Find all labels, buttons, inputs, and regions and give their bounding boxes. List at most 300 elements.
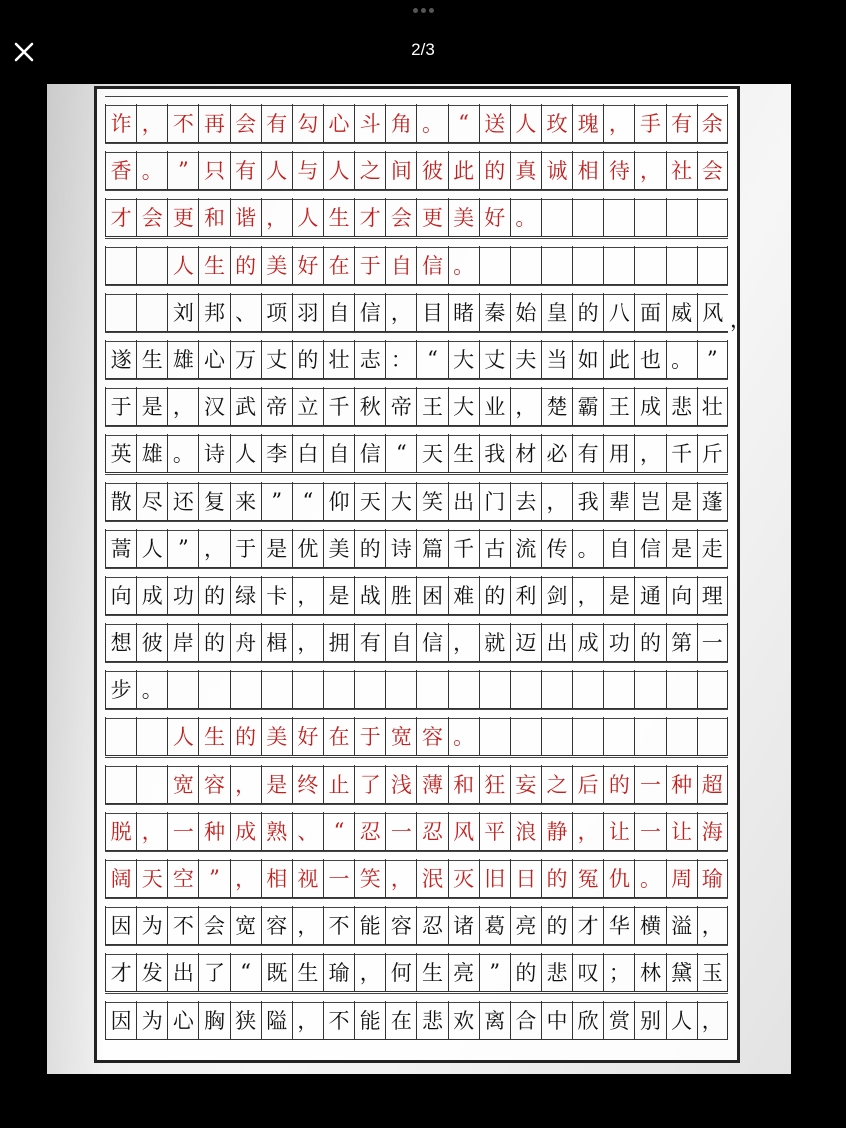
grid-cell: 勾 xyxy=(292,104,323,142)
grid-cell: 楚 xyxy=(541,387,572,425)
grid-cell xyxy=(261,670,292,708)
grid-cell: 项 xyxy=(261,293,292,331)
grid-cell: 容 xyxy=(416,717,447,755)
grid-cell: 在 xyxy=(323,717,354,755)
grid-cell: 平 xyxy=(479,812,510,850)
grid-cell: 王 xyxy=(603,387,634,425)
grid-cell: 生 xyxy=(448,434,479,472)
grid-cell: 、 xyxy=(292,812,323,850)
grid-cell: 何 xyxy=(385,953,416,991)
grid-cell: 因 xyxy=(105,1001,136,1039)
grid-cell: 人 xyxy=(261,151,292,189)
grid-cell: 生 xyxy=(292,953,323,991)
grid-cell: 之 xyxy=(354,151,385,189)
grid-cell: 在 xyxy=(323,246,354,284)
grid-cells xyxy=(105,765,728,804)
grid-cell xyxy=(634,670,665,708)
grid-cell: “ xyxy=(230,953,261,991)
grid-cell: 向 xyxy=(666,576,697,614)
essay-photo[interactable] xyxy=(47,84,791,1074)
grid-cell: 想 xyxy=(105,623,136,661)
grid-cell xyxy=(136,765,167,803)
grid-cell: 成 xyxy=(634,387,665,425)
grid-cell: 狂 xyxy=(479,765,510,803)
essay-line xyxy=(105,143,728,190)
grid-cell: 一 xyxy=(167,812,198,850)
grid-cell: 天 xyxy=(136,859,167,897)
essay-line xyxy=(105,851,728,898)
grid-cell: ” xyxy=(697,340,728,378)
grid-cell: ， xyxy=(603,104,634,142)
grid-cell: 一 xyxy=(697,623,728,661)
grid-cell xyxy=(479,717,510,755)
composition-paper xyxy=(94,86,751,1063)
grid-cell: 的 xyxy=(572,293,603,331)
grid-cell: 仰 xyxy=(323,482,354,520)
grid-cell: 离 xyxy=(479,1001,510,1039)
grid-cell: 的 xyxy=(354,529,385,567)
grid-cell: ： xyxy=(385,340,416,378)
grid-cell: 美 xyxy=(448,198,479,236)
grid-cell: 和 xyxy=(448,765,479,803)
essay-line xyxy=(105,568,728,615)
grid-cell: 于 xyxy=(354,246,385,284)
grid-cell: 散 xyxy=(105,482,136,520)
grid-cell: 人 xyxy=(136,529,167,567)
grid-cell: 的 xyxy=(198,576,229,614)
grid-cell: 流 xyxy=(510,529,541,567)
grid-cell: 如 xyxy=(572,340,603,378)
grid-cell: 业 xyxy=(479,387,510,425)
grid-cell: 于 xyxy=(105,387,136,425)
grid-cell: 溢 xyxy=(666,906,697,944)
grid-cell: 的 xyxy=(510,953,541,991)
grid-cell: 社 xyxy=(666,151,697,189)
essay-line xyxy=(105,804,728,851)
grid-cell: 出 xyxy=(448,482,479,520)
grid-cell: 八 xyxy=(603,293,634,331)
grid-cell: ， xyxy=(385,859,416,897)
grid-cell: 是 xyxy=(666,529,697,567)
grid-cell: 才 xyxy=(572,906,603,944)
grid-cell: 宽 xyxy=(230,906,261,944)
grid-cell: 诗 xyxy=(198,434,229,472)
grid-cells xyxy=(105,859,728,898)
grid-cell xyxy=(230,670,261,708)
grid-cell: ， xyxy=(292,576,323,614)
grid-cell: 了 xyxy=(354,765,385,803)
grid-cell: 更 xyxy=(416,198,447,236)
grid-cell: 心 xyxy=(323,104,354,142)
grid-cell: 横 xyxy=(634,906,665,944)
grid-cell xyxy=(479,670,510,708)
grid-cell: 狭 xyxy=(230,1001,261,1039)
grid-cell xyxy=(416,670,447,708)
grid-cell: 岂 xyxy=(634,482,665,520)
grid-cell: 千 xyxy=(323,387,354,425)
grid-cell xyxy=(697,670,728,708)
grid-cell: 谐 xyxy=(230,198,261,236)
image-counter: 2/3 xyxy=(411,40,435,59)
grid-cell: 出 xyxy=(541,623,572,661)
grid-cell: 相 xyxy=(261,859,292,897)
grid-cell: 天 xyxy=(416,434,447,472)
grid-cell xyxy=(572,246,603,284)
grid-cell: 于 xyxy=(354,717,385,755)
grid-cell: 人 xyxy=(510,104,541,142)
grid-cell: 于 xyxy=(230,529,261,567)
grid-cell: “ xyxy=(416,340,447,378)
grid-cell: 难 xyxy=(448,576,479,614)
grid-cell: 胜 xyxy=(385,576,416,614)
grid-cell: 刘 xyxy=(167,293,198,331)
grid-cell: 生 xyxy=(198,717,229,755)
grid-cell: 大 xyxy=(385,482,416,520)
grid-cell: 悲 xyxy=(541,953,572,991)
grid-cell: 自 xyxy=(603,529,634,567)
grid-cell: 当 xyxy=(541,340,572,378)
grid-cell: 好 xyxy=(292,717,323,755)
grid-cell: 睹 xyxy=(448,293,479,331)
grid-cell: 彼 xyxy=(416,151,447,189)
grid-cell: ， xyxy=(292,1001,323,1039)
grid-cell xyxy=(105,717,136,755)
grid-cell: 好 xyxy=(479,198,510,236)
grid-cell: 宽 xyxy=(167,765,198,803)
grid-cell: 生 xyxy=(416,953,447,991)
grid-cell: 传 xyxy=(541,529,572,567)
grid-cell xyxy=(697,246,728,284)
grid-cell xyxy=(541,246,572,284)
grid-cell: 止 xyxy=(323,765,354,803)
grid-cell: 壮 xyxy=(697,387,728,425)
grid-cell: ； xyxy=(603,953,634,991)
grid-cell xyxy=(385,670,416,708)
grid-cell: ” xyxy=(479,953,510,991)
grid-cell: 瑜 xyxy=(697,859,728,897)
grid-cell: 心 xyxy=(198,340,229,378)
grid-cell: 。 xyxy=(416,104,447,142)
grid-cell xyxy=(105,246,136,284)
grid-cell: 此 xyxy=(448,151,479,189)
grid-cell: 信 xyxy=(354,434,385,472)
grid-cells xyxy=(105,906,728,945)
grid-cell: 忍 xyxy=(354,812,385,850)
grid-cell: 会 xyxy=(198,906,229,944)
grid-cell: 。 xyxy=(572,529,603,567)
grid-cell: 丈 xyxy=(479,340,510,378)
grid-cell: 秋 xyxy=(354,387,385,425)
grid-cell: ， xyxy=(572,576,603,614)
essay-line xyxy=(105,662,728,709)
grid-cell: 我 xyxy=(479,434,510,472)
grid-cell: 妄 xyxy=(510,765,541,803)
grid-cell: ” xyxy=(261,482,292,520)
grid-cell: 。 xyxy=(510,198,541,236)
grid-cell xyxy=(105,293,136,331)
grid-cell: 步 xyxy=(105,670,136,708)
grid-cell: 的 xyxy=(541,906,572,944)
grid-cell: 浅 xyxy=(385,765,416,803)
grid-cell: 成 xyxy=(230,812,261,850)
grid-cell: 功 xyxy=(167,576,198,614)
grid-cell: 、 xyxy=(230,293,261,331)
grid-cell: ， xyxy=(541,482,572,520)
grid-cell: 只 xyxy=(198,151,229,189)
grid-cell: 笑 xyxy=(354,859,385,897)
grid-cell: 诚 xyxy=(541,151,572,189)
grid-cell xyxy=(634,717,665,755)
grid-cell: 万 xyxy=(230,340,261,378)
grid-cell: 人 xyxy=(292,198,323,236)
grid-cell: 种 xyxy=(666,765,697,803)
grid-cell: 超 xyxy=(697,765,728,803)
grid-cell xyxy=(541,198,572,236)
grid-cell: “ xyxy=(292,482,323,520)
grid-cell: 风 xyxy=(448,812,479,850)
grid-cell: 信 xyxy=(634,529,665,567)
grid-cell xyxy=(510,246,541,284)
grid-cell xyxy=(136,246,167,284)
grid-cell: 李 xyxy=(261,434,292,472)
grid-cell: 日 xyxy=(510,859,541,897)
grid-cell: 人 xyxy=(230,434,261,472)
grid-cell xyxy=(603,670,634,708)
grid-cell: 生 xyxy=(323,198,354,236)
grid-cell: ， xyxy=(697,1001,728,1039)
grid-cell: 不 xyxy=(323,906,354,944)
grid-cell: 终 xyxy=(292,765,323,803)
grid-cell: 容 xyxy=(198,765,229,803)
grid-cell: 彼 xyxy=(136,623,167,661)
grid-cell xyxy=(603,717,634,755)
essay-line xyxy=(105,898,728,945)
grid-cell: 人 xyxy=(666,1001,697,1039)
grid-cell xyxy=(666,717,697,755)
grid-cell: 第 xyxy=(666,623,697,661)
grid-cell: 让 xyxy=(603,812,634,850)
grid-cell: 是 xyxy=(261,765,292,803)
grid-cell: 能 xyxy=(354,906,385,944)
grid-cells xyxy=(105,953,728,992)
grid-cell: ” xyxy=(167,151,198,189)
grid-cell: 亮 xyxy=(448,953,479,991)
grid-cell xyxy=(136,717,167,755)
grid-cell: 蓬 xyxy=(697,482,728,520)
grid-cell: ， xyxy=(634,434,665,472)
grid-cell: 天 xyxy=(354,482,385,520)
grid-cell: 的 xyxy=(603,765,634,803)
grid-cell xyxy=(510,670,541,708)
grid-cell: 海 xyxy=(697,812,728,850)
grid-cell xyxy=(666,198,697,236)
grid-cell: 用 xyxy=(603,434,634,472)
grid-cell: 志 xyxy=(354,340,385,378)
grid-cell: 是 xyxy=(323,576,354,614)
grid-cell: ， xyxy=(198,529,229,567)
grid-cells xyxy=(105,670,728,709)
grid-cell: 有 xyxy=(666,104,697,142)
grid-cell: 不 xyxy=(167,104,198,142)
grid-cell: 的 xyxy=(541,859,572,897)
grid-cell: 瑜 xyxy=(323,953,354,991)
grid-cell: 泯 xyxy=(416,859,447,897)
grid-cell: ， xyxy=(385,293,416,331)
grid-cell: 与 xyxy=(292,151,323,189)
grid-cell: 尽 xyxy=(136,482,167,520)
grid-cell: 卡 xyxy=(261,576,292,614)
essay-line xyxy=(105,332,728,379)
grid-cell: ， xyxy=(292,623,323,661)
grid-cell: 向 xyxy=(105,576,136,614)
grid-cell xyxy=(634,246,665,284)
grid-cell: 瑰 xyxy=(572,104,603,142)
grid-cell xyxy=(603,246,634,284)
essay-line xyxy=(105,709,728,756)
grid-cell: 大 xyxy=(448,387,479,425)
grid-cell: 生 xyxy=(136,340,167,378)
grid-cell: 欣 xyxy=(572,1001,603,1039)
grid-cell: 秦 xyxy=(479,293,510,331)
grid-cell: 大 xyxy=(448,340,479,378)
essay-line xyxy=(105,190,728,237)
grid-cell: 黛 xyxy=(666,953,697,991)
grid-cells xyxy=(105,340,728,379)
grid-cell: 美 xyxy=(323,529,354,567)
grid-cell: ， xyxy=(230,859,261,897)
grid-cell: 成 xyxy=(572,623,603,661)
grid-cell: 人 xyxy=(167,717,198,755)
grid-cells xyxy=(105,151,728,190)
grid-cell: 武 xyxy=(230,387,261,425)
grid-cell xyxy=(572,670,603,708)
grid-cells xyxy=(105,623,728,662)
grid-cell: 玫 xyxy=(541,104,572,142)
grid-cell: 面 xyxy=(634,293,665,331)
grid-cell: 是 xyxy=(603,576,634,614)
grid-cell: 成 xyxy=(136,576,167,614)
grid-cell: 旧 xyxy=(479,859,510,897)
grid-cell: 。 xyxy=(448,717,479,755)
grid-cell: “ xyxy=(385,434,416,472)
grid-cell: 信 xyxy=(416,623,447,661)
grid-cell: 的 xyxy=(479,151,510,189)
grid-cell: ” xyxy=(198,859,229,897)
grid-cell: 才 xyxy=(105,198,136,236)
grid-cell: 才 xyxy=(354,198,385,236)
essay-line xyxy=(105,426,728,473)
grid-cell: 必 xyxy=(541,434,572,472)
grid-cell: 胸 xyxy=(198,1001,229,1039)
grid-cell: 威 xyxy=(666,293,697,331)
grid-cell: 林 xyxy=(634,953,665,991)
grid-cell: 邦 xyxy=(198,293,229,331)
grid-cell: 心 xyxy=(167,1001,198,1039)
grid-cell: 冤 xyxy=(572,859,603,897)
grid-cell: 自 xyxy=(323,293,354,331)
grid-cell: 立 xyxy=(292,387,323,425)
grid-cells xyxy=(105,387,728,426)
grid-cell: ， xyxy=(634,151,665,189)
grid-cell xyxy=(323,670,354,708)
grid-cell: 让 xyxy=(666,812,697,850)
grid-cell: ， xyxy=(354,953,385,991)
grid-cell: 绿 xyxy=(230,576,261,614)
grid-cell: 困 xyxy=(416,576,447,614)
grid-cell: 壮 xyxy=(323,340,354,378)
grid-cell: 有 xyxy=(354,623,385,661)
grid-cell: 羽 xyxy=(292,293,323,331)
grid-cell: 隘 xyxy=(261,1001,292,1039)
grid-cell: 。 xyxy=(666,340,697,378)
grid-cell: 王 xyxy=(416,387,447,425)
grid-cell: 叹 xyxy=(572,953,603,991)
grid-cell: ， xyxy=(136,812,167,850)
grid-cell: 诸 xyxy=(448,906,479,944)
grid-cell: 舟 xyxy=(230,623,261,661)
grid-cell xyxy=(541,717,572,755)
grid-cell: 材 xyxy=(510,434,541,472)
grid-cell: 熟 xyxy=(261,812,292,850)
grid-cell: 千 xyxy=(448,529,479,567)
grid-cells xyxy=(105,293,751,332)
grid-cell: 相 xyxy=(572,151,603,189)
grid-cell: “ xyxy=(323,812,354,850)
grid-cell: 美 xyxy=(261,717,292,755)
grid-cell: 信 xyxy=(354,293,385,331)
grid-cell: 岸 xyxy=(167,623,198,661)
grid-cell xyxy=(541,670,572,708)
grid-cell xyxy=(167,670,198,708)
grid-cells xyxy=(105,434,728,473)
grid-cell: 能 xyxy=(354,1001,385,1039)
grid-cell: 。 xyxy=(448,246,479,284)
grid-cell: ， xyxy=(448,623,479,661)
grid-cell: 优 xyxy=(292,529,323,567)
grid-cell: 我 xyxy=(572,482,603,520)
grid-cell: 楫 xyxy=(261,623,292,661)
grid-cell: 视 xyxy=(292,859,323,897)
grid-cell: 遂 xyxy=(105,340,136,378)
grid-cell: 美 xyxy=(261,246,292,284)
grid-cell: 间 xyxy=(385,151,416,189)
essay-line xyxy=(105,945,728,992)
grid-cell: 汉 xyxy=(198,387,229,425)
grid-cell: 人 xyxy=(167,246,198,284)
grid-cell: 华 xyxy=(603,906,634,944)
grid-cell: 因 xyxy=(105,906,136,944)
grid-cell: 拥 xyxy=(323,623,354,661)
grid-cell: 赏 xyxy=(603,1001,634,1039)
grid-cell: 悲 xyxy=(416,1001,447,1039)
grid-cell: 英 xyxy=(105,434,136,472)
grid-cell: ， xyxy=(572,812,603,850)
grid-cells xyxy=(105,482,728,521)
grid-cell xyxy=(603,198,634,236)
grid-cell: 容 xyxy=(261,906,292,944)
grid-cell: 还 xyxy=(167,482,198,520)
close-icon[interactable] xyxy=(8,36,40,68)
grid-cell: ， xyxy=(230,765,261,803)
grid-cell: 去 xyxy=(510,482,541,520)
grid-cell: ” xyxy=(167,529,198,567)
grid-cells xyxy=(105,717,728,756)
grid-cell xyxy=(354,670,385,708)
grid-cell: 此 xyxy=(603,340,634,378)
grid-cell: 忍 xyxy=(416,812,447,850)
grid-cell xyxy=(136,293,167,331)
grid-cell: 不 xyxy=(167,906,198,944)
